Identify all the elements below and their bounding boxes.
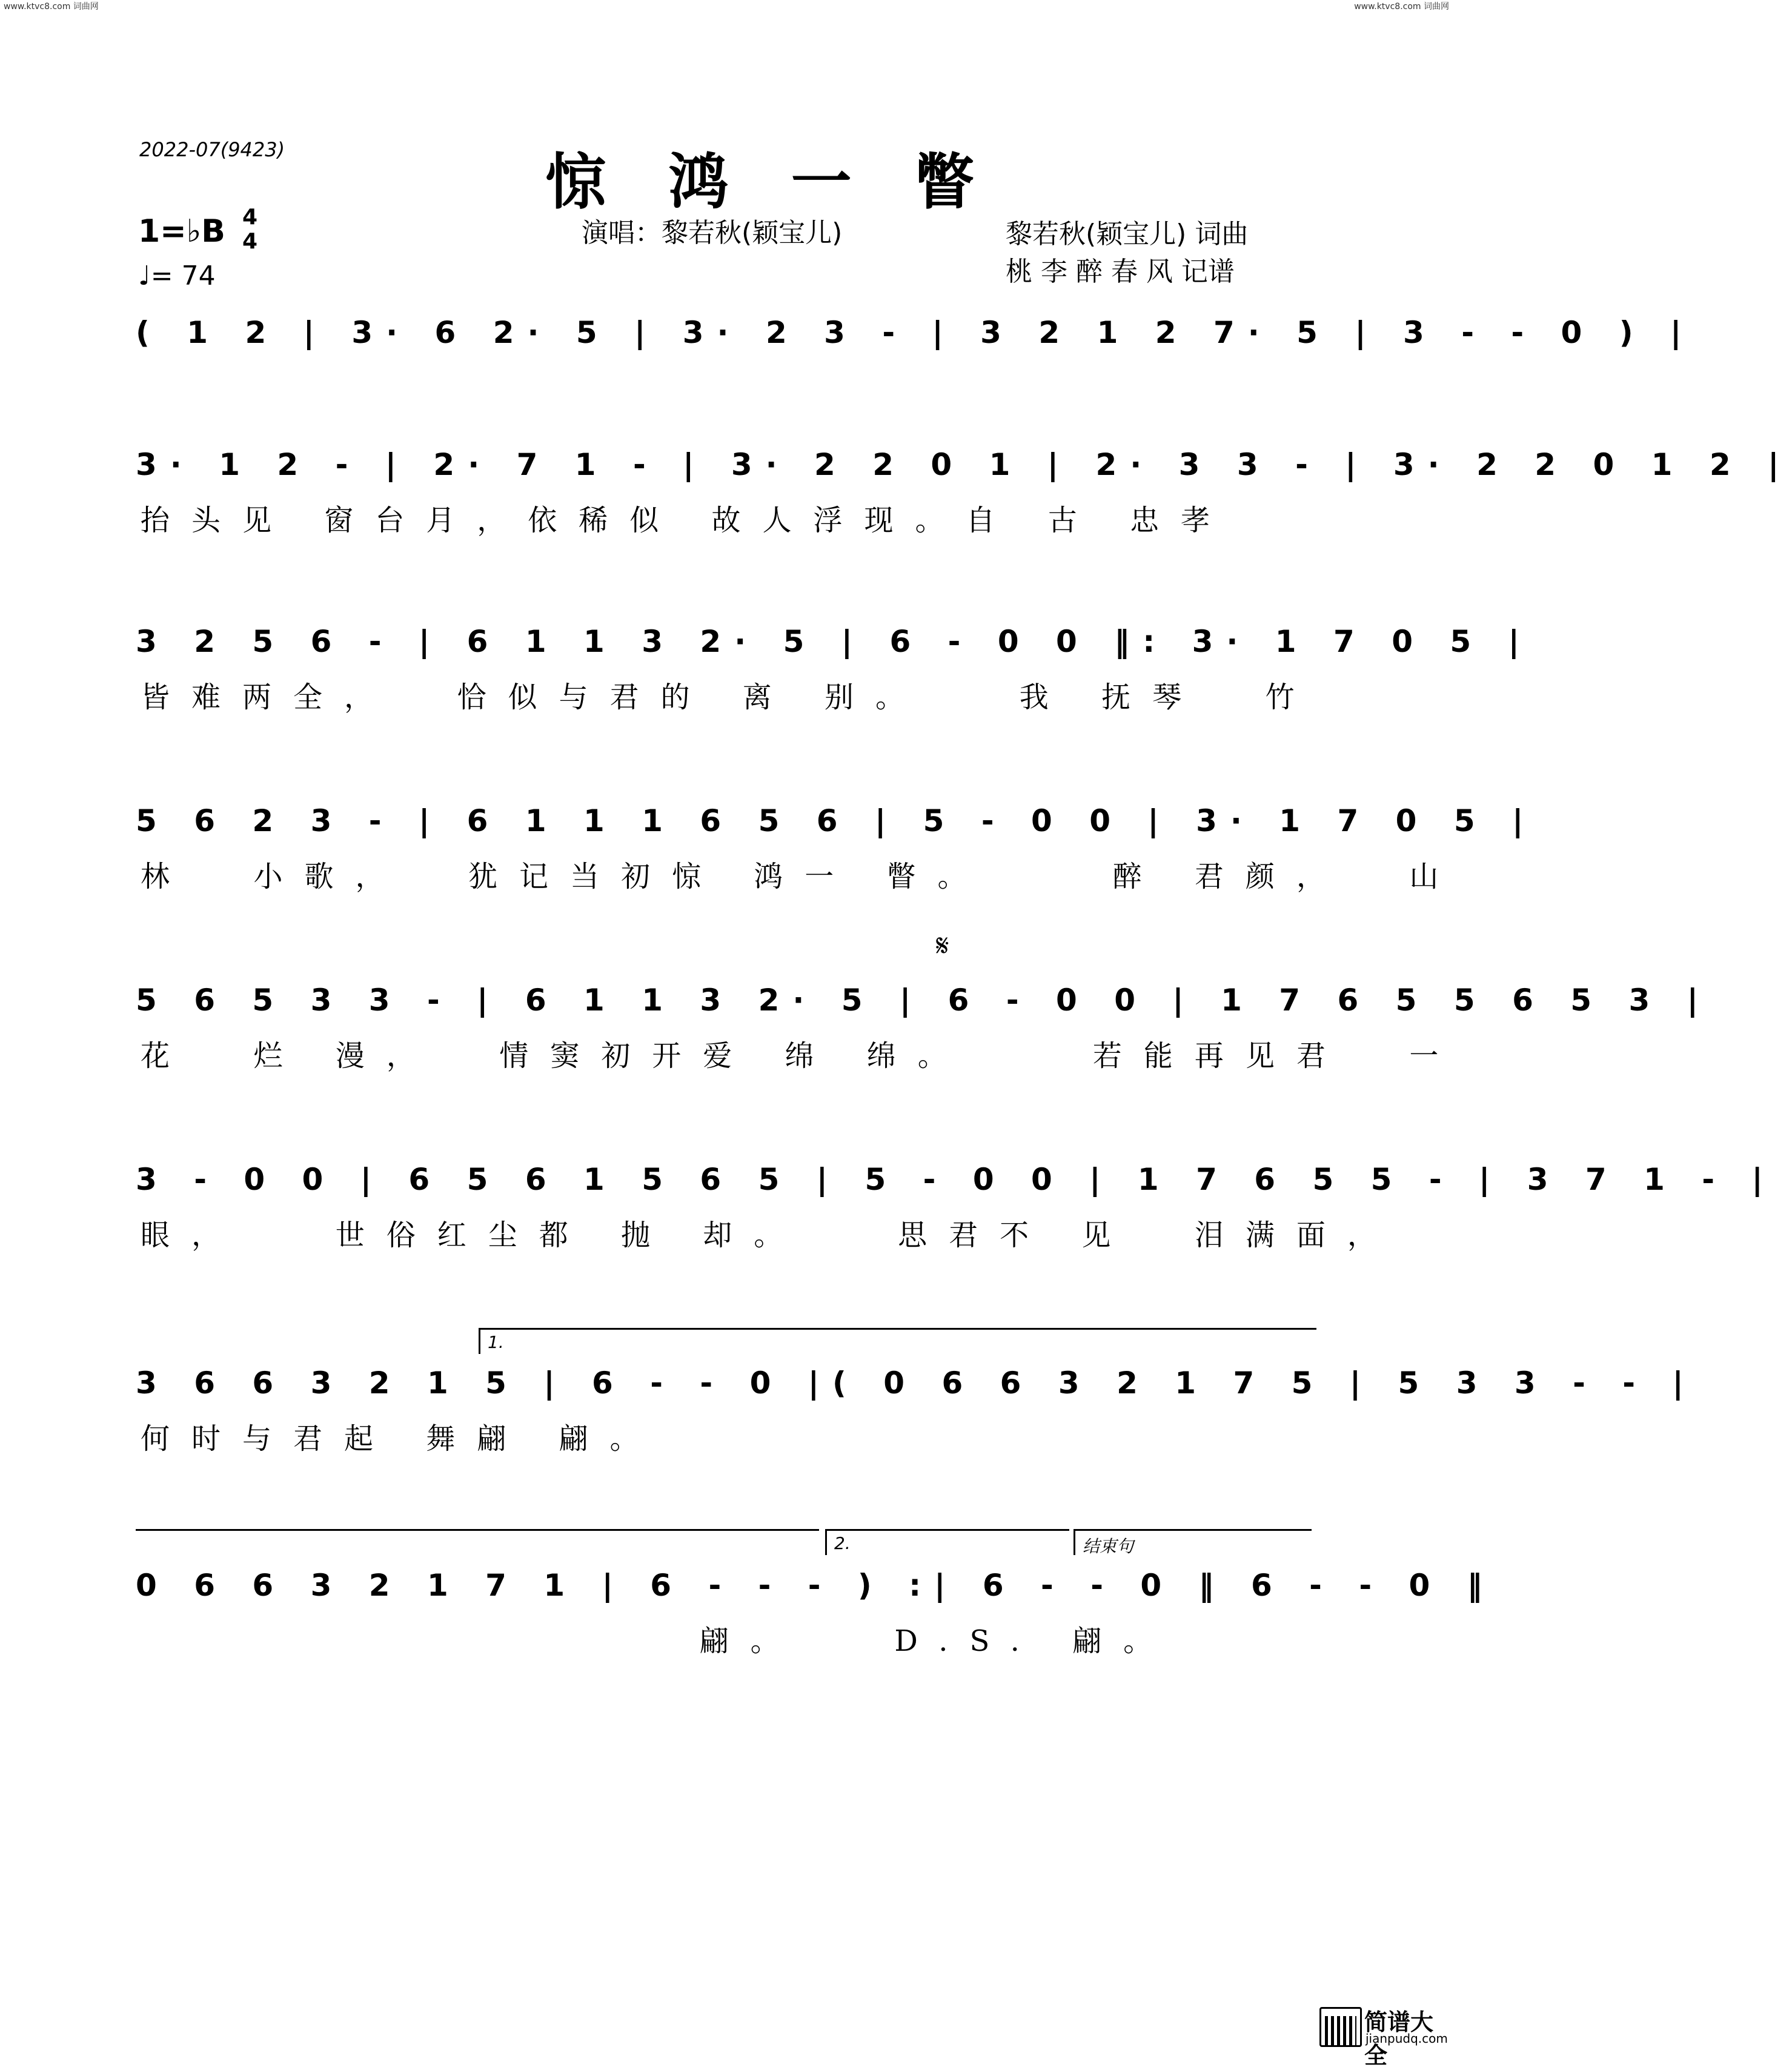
piano-icon [1319, 2007, 1362, 2047]
lyric-row-7: 何时与君起 舞翩 翩。 [141, 1422, 661, 1456]
second-ending-bracket [825, 1529, 1069, 1555]
repeat-bracket [136, 1529, 819, 1555]
song-title: 惊 鸿 一 瞥 [545, 146, 995, 217]
ending-phrase-bracket [1074, 1529, 1312, 1555]
logo-name: 简谱大全 [1364, 2009, 1434, 2069]
lyric-row-8: 翩。 D.S. 翩。 [141, 1624, 1175, 1658]
time-signature-bottom: 4 [242, 229, 258, 254]
tempo-marking: ♩= 74 [138, 260, 216, 291]
lyric-row-5: 花 烂 漫， 情窦初开爱 绵 绵。 若能再见君 一 [141, 1039, 1461, 1073]
logo-url: jianpudq.com [1366, 2031, 1448, 2046]
notation-credit: 桃 李 醉 春 风 记谱 [1006, 256, 1235, 287]
score-code: 2022-07(9423) [139, 138, 285, 161]
watermark-right: www.ktvc8.com 词曲网 [1354, 2, 1449, 12]
singer-credit: 演唱：黎若秋(颖宝儿) [582, 217, 843, 248]
notation-row-4: 5 6 2 3 - | 6 1 1 1 6 5 6 | 5 - 0 0 | 3· 1 7 0 5 | [136, 803, 1537, 838]
segno-sign: 𝄋 [936, 928, 949, 963]
notation-row-1: ( 1 2 | 3· 6 2· 5 | 3· 2 3 - | 3 2 1 2 7· 5 | 3 - - 0 ) | [136, 315, 1695, 350]
ending-phrase-label: 结束句 [1083, 1536, 1134, 1556]
composer-credit: 黎若秋(颖宝儿) 词曲 [1006, 219, 1249, 250]
watermark-left: www.ktvc8.com 词曲网 [4, 2, 99, 12]
lyric-row-2: 抬头见 窗台月，依稀似 故人浮现。自 古 忠孝 [141, 503, 1232, 537]
first-ending-bracket [479, 1328, 1316, 1354]
jianpu-logo [1319, 2003, 1448, 2069]
notation-row-6: 3 - 0 0 | 6 5 6 1 5 6 5 | 5 - 0 0 | 1 7 6 5 5 - | 3 7 1 - | [136, 1162, 1776, 1197]
lyric-row-3: 皆难两全， 恰似与君的 离 别。 我 抚琴 竹 [141, 680, 1316, 714]
lyric-row-6: 眼， 世俗红尘都 抛 却。 思君不 见 泪满面， [141, 1218, 1398, 1252]
key-signature: 1=♭B [138, 213, 225, 250]
volta-2-label: 2. [834, 1533, 851, 1553]
volta-1-label: 1. [488, 1332, 504, 1352]
notation-row-2: 3· 1 2 - | 2· 7 1 - | 3· 2 2 0 1 | 2· 3 3 - | 3· 2 2 0 1 2 | [136, 447, 1792, 482]
notation-row-5: 5 6 5 3 3 - | 6 1 1 3 2· 5 | 6 - 0 0 | 1 7 6 5 5 6 5 3 | [136, 983, 1711, 1018]
notation-row-7: 3 6 6 3 2 1 5 | 6 - - 0 |( 0 6 6 3 2 1 7 5 | 5 3 3 - - | [136, 1365, 1697, 1401]
time-signature-top: 4 [242, 205, 258, 230]
notation-row-8: 0 6 6 3 2 1 7 1 | 6 - - - ) :| 6 - - 0 ‖ 6 - - 0 ‖ [136, 1568, 1496, 1603]
notation-row-3: 3 2 5 6 - | 6 1 1 3 2· 5 | 6 - 0 0 ‖: 3· 1 7 0 5 | [136, 624, 1533, 659]
lyric-row-4: 林 小歌， 犹记当初惊 鸿一 瞥。 醉 君颜， 山 [141, 860, 1461, 894]
